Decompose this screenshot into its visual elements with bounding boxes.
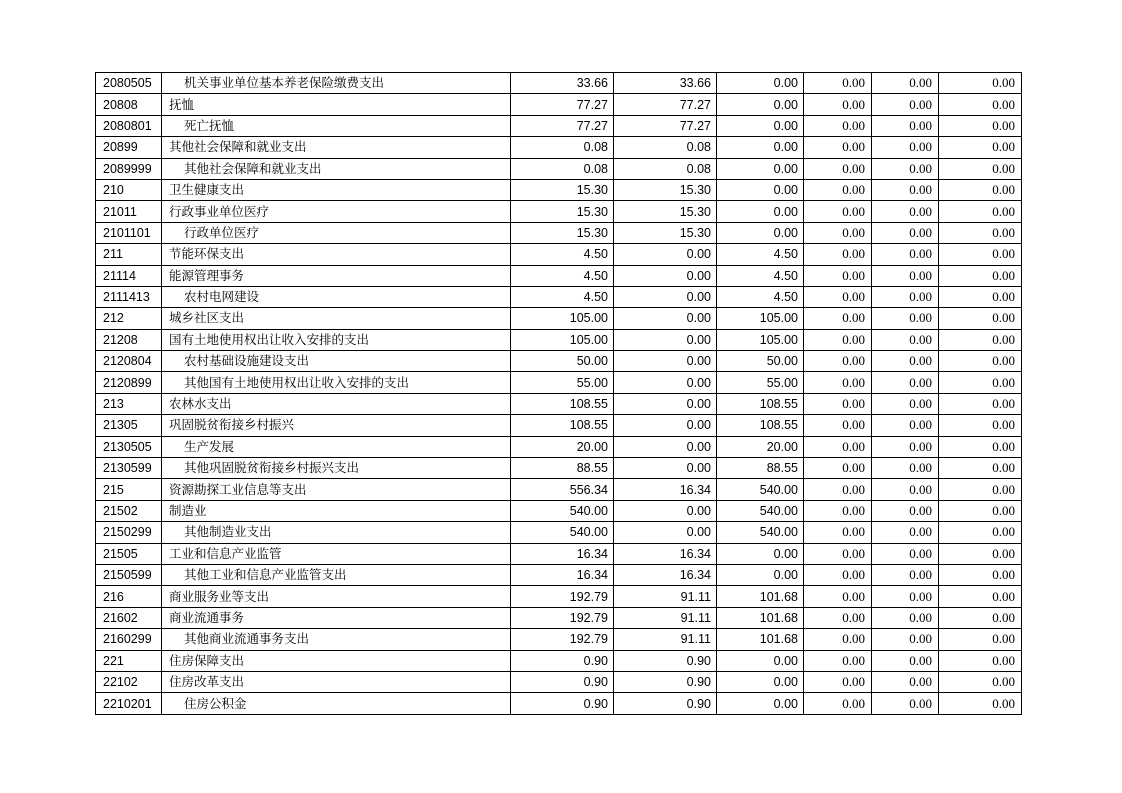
row-project-amount: 50.00 [717, 351, 804, 372]
row-code: 215 [96, 479, 162, 500]
row-column-6-amount: 0.00 [804, 393, 872, 414]
row-column-7-amount: 0.00 [872, 522, 939, 543]
row-code: 2120899 [96, 372, 162, 393]
row-column-6-amount: 0.00 [804, 286, 872, 307]
row-item-name: 资源勘探工业信息等支出 [162, 479, 511, 500]
table-row [96, 479, 1022, 500]
row-item-name: 住房公积金 [162, 693, 511, 714]
row-basic-amount: 15.30 [614, 179, 717, 200]
row-item-name: 其他工业和信息产业监管支出 [162, 564, 511, 585]
row-total-amount: 88.55 [511, 458, 614, 479]
row-column-7-amount: 0.00 [872, 308, 939, 329]
row-total-amount: 556.34 [511, 479, 614, 500]
table-row [96, 351, 1022, 372]
table-row [96, 265, 1022, 286]
row-column-7-amount: 0.00 [872, 201, 939, 222]
row-column-6-amount: 0.00 [804, 586, 872, 607]
row-project-amount: 0.00 [717, 201, 804, 222]
row-column-6-amount: 0.00 [804, 179, 872, 200]
row-column-8-amount: 0.00 [939, 479, 1022, 500]
row-item-name: 节能环保支出 [162, 244, 511, 265]
row-total-amount: 0.90 [511, 650, 614, 671]
row-code: 2160299 [96, 629, 162, 650]
row-item-name: 商业服务业等支出 [162, 586, 511, 607]
row-code: 20899 [96, 137, 162, 158]
table-row [96, 629, 1022, 650]
row-column-8-amount: 0.00 [939, 115, 1022, 136]
row-column-8-amount: 0.00 [939, 671, 1022, 692]
row-total-amount: 50.00 [511, 351, 614, 372]
table-row [96, 137, 1022, 158]
row-project-amount: 4.50 [717, 265, 804, 286]
row-code: 212 [96, 308, 162, 329]
row-total-amount: 192.79 [511, 586, 614, 607]
row-column-8-amount: 0.00 [939, 244, 1022, 265]
row-column-7-amount: 0.00 [872, 458, 939, 479]
row-item-name: 其他巩固脱贫衔接乡村振兴支出 [162, 458, 511, 479]
table-row [96, 94, 1022, 115]
row-code: 2150299 [96, 522, 162, 543]
row-total-amount: 77.27 [511, 94, 614, 115]
row-basic-amount: 77.27 [614, 115, 717, 136]
row-basic-amount: 15.30 [614, 222, 717, 243]
table-row [96, 372, 1022, 393]
row-column-7-amount: 0.00 [872, 179, 939, 200]
row-project-amount: 0.00 [717, 671, 804, 692]
row-project-amount: 55.00 [717, 372, 804, 393]
row-item-name: 制造业 [162, 500, 511, 521]
row-total-amount: 0.08 [511, 158, 614, 179]
table-row [96, 73, 1022, 94]
row-column-6-amount: 0.00 [804, 543, 872, 564]
row-total-amount: 105.00 [511, 308, 614, 329]
row-code: 213 [96, 393, 162, 414]
row-code: 2101101 [96, 222, 162, 243]
row-column-6-amount: 0.00 [804, 372, 872, 393]
row-project-amount: 4.50 [717, 244, 804, 265]
row-item-name: 抚恤 [162, 94, 511, 115]
row-total-amount: 108.55 [511, 415, 614, 436]
table-row [96, 286, 1022, 307]
row-basic-amount: 91.11 [614, 629, 717, 650]
row-column-6-amount: 0.00 [804, 137, 872, 158]
row-project-amount: 0.00 [717, 179, 804, 200]
row-basic-amount: 0.08 [614, 137, 717, 158]
row-basic-amount: 0.00 [614, 351, 717, 372]
row-code: 21114 [96, 265, 162, 286]
row-column-8-amount: 0.00 [939, 607, 1022, 628]
row-column-6-amount: 0.00 [804, 458, 872, 479]
row-code: 2130599 [96, 458, 162, 479]
row-total-amount: 33.66 [511, 73, 614, 94]
row-code: 2210201 [96, 693, 162, 714]
row-column-6-amount: 0.00 [804, 115, 872, 136]
row-column-7-amount: 0.00 [872, 393, 939, 414]
row-column-7-amount: 0.00 [872, 329, 939, 350]
row-column-7-amount: 0.00 [872, 500, 939, 521]
row-project-amount: 101.68 [717, 586, 804, 607]
row-code: 210 [96, 179, 162, 200]
row-column-6-amount: 0.00 [804, 94, 872, 115]
row-total-amount: 4.50 [511, 265, 614, 286]
row-column-6-amount: 0.00 [804, 629, 872, 650]
row-item-name: 国有土地使用权出让收入安排的支出 [162, 329, 511, 350]
row-total-amount: 540.00 [511, 522, 614, 543]
row-column-8-amount: 0.00 [939, 500, 1022, 521]
table-row [96, 115, 1022, 136]
row-code: 211 [96, 244, 162, 265]
row-total-amount: 192.79 [511, 629, 614, 650]
row-column-6-amount: 0.00 [804, 564, 872, 585]
row-code: 21305 [96, 415, 162, 436]
budget-table [95, 72, 1022, 715]
row-code: 22102 [96, 671, 162, 692]
row-column-8-amount: 0.00 [939, 308, 1022, 329]
row-column-7-amount: 0.00 [872, 479, 939, 500]
row-basic-amount: 0.90 [614, 650, 717, 671]
row-total-amount: 0.90 [511, 671, 614, 692]
table-row [96, 671, 1022, 692]
row-basic-amount: 0.90 [614, 693, 717, 714]
row-basic-amount: 91.11 [614, 586, 717, 607]
row-item-name: 其他社会保障和就业支出 [162, 137, 511, 158]
row-project-amount: 108.55 [717, 415, 804, 436]
row-column-7-amount: 0.00 [872, 671, 939, 692]
row-item-name: 死亡抚恤 [162, 115, 511, 136]
row-code: 21502 [96, 500, 162, 521]
row-project-amount: 20.00 [717, 436, 804, 457]
row-total-amount: 15.30 [511, 201, 614, 222]
row-column-7-amount: 0.00 [872, 564, 939, 585]
row-item-name: 其他国有土地使用权出让收入安排的支出 [162, 372, 511, 393]
row-total-amount: 55.00 [511, 372, 614, 393]
row-project-amount: 0.00 [717, 543, 804, 564]
row-column-6-amount: 0.00 [804, 671, 872, 692]
row-total-amount: 16.34 [511, 564, 614, 585]
row-column-6-amount: 0.00 [804, 415, 872, 436]
row-total-amount: 540.00 [511, 500, 614, 521]
row-code: 221 [96, 650, 162, 671]
row-basic-amount: 0.00 [614, 329, 717, 350]
row-column-6-amount: 0.00 [804, 436, 872, 457]
row-column-8-amount: 0.00 [939, 586, 1022, 607]
row-column-6-amount: 0.00 [804, 650, 872, 671]
row-code: 20808 [96, 94, 162, 115]
table-row [96, 244, 1022, 265]
row-project-amount: 88.55 [717, 458, 804, 479]
table-row [96, 564, 1022, 585]
row-column-7-amount: 0.00 [872, 543, 939, 564]
row-code: 2111413 [96, 286, 162, 307]
row-column-6-amount: 0.00 [804, 265, 872, 286]
table-row [96, 329, 1022, 350]
row-column-7-amount: 0.00 [872, 415, 939, 436]
table-row [96, 693, 1022, 714]
row-basic-amount: 0.00 [614, 372, 717, 393]
table-row [96, 415, 1022, 436]
row-column-8-amount: 0.00 [939, 137, 1022, 158]
row-basic-amount: 91.11 [614, 607, 717, 628]
row-item-name: 住房保障支出 [162, 650, 511, 671]
row-column-7-amount: 0.00 [872, 629, 939, 650]
row-basic-amount: 16.34 [614, 564, 717, 585]
table-row [96, 201, 1022, 222]
row-item-name: 农村基础设施建设支出 [162, 351, 511, 372]
row-column-8-amount: 0.00 [939, 543, 1022, 564]
row-basic-amount: 0.00 [614, 415, 717, 436]
row-code: 2150599 [96, 564, 162, 585]
row-code: 2080505 [96, 73, 162, 94]
row-project-amount: 540.00 [717, 479, 804, 500]
row-item-name: 农村电网建设 [162, 286, 511, 307]
row-column-6-amount: 0.00 [804, 479, 872, 500]
row-code: 2120804 [96, 351, 162, 372]
row-column-6-amount: 0.00 [804, 329, 872, 350]
row-column-7-amount: 0.00 [872, 436, 939, 457]
row-column-6-amount: 0.00 [804, 351, 872, 372]
row-item-name: 行政事业单位医疗 [162, 201, 511, 222]
row-column-8-amount: 0.00 [939, 393, 1022, 414]
row-code: 21505 [96, 543, 162, 564]
row-project-amount: 540.00 [717, 500, 804, 521]
row-project-amount: 0.00 [717, 158, 804, 179]
row-total-amount: 77.27 [511, 115, 614, 136]
row-column-8-amount: 0.00 [939, 458, 1022, 479]
row-project-amount: 540.00 [717, 522, 804, 543]
table-row [96, 650, 1022, 671]
table-row [96, 500, 1022, 521]
row-basic-amount: 0.00 [614, 458, 717, 479]
row-basic-amount: 0.00 [614, 393, 717, 414]
row-column-8-amount: 0.00 [939, 158, 1022, 179]
row-column-7-amount: 0.00 [872, 244, 939, 265]
row-column-8-amount: 0.00 [939, 650, 1022, 671]
row-column-6-amount: 0.00 [804, 693, 872, 714]
row-column-8-amount: 0.00 [939, 522, 1022, 543]
row-column-7-amount: 0.00 [872, 137, 939, 158]
row-column-7-amount: 0.00 [872, 73, 939, 94]
row-item-name: 城乡社区支出 [162, 308, 511, 329]
row-item-name: 农林水支出 [162, 393, 511, 414]
row-column-8-amount: 0.00 [939, 629, 1022, 650]
row-total-amount: 15.30 [511, 222, 614, 243]
row-basic-amount: 0.00 [614, 308, 717, 329]
row-column-7-amount: 0.00 [872, 650, 939, 671]
table-row [96, 607, 1022, 628]
row-item-name: 工业和信息产业监管 [162, 543, 511, 564]
row-column-8-amount: 0.00 [939, 94, 1022, 115]
row-column-8-amount: 0.00 [939, 372, 1022, 393]
row-column-8-amount: 0.00 [939, 693, 1022, 714]
row-item-name: 行政单位医疗 [162, 222, 511, 243]
row-project-amount: 101.68 [717, 607, 804, 628]
row-column-8-amount: 0.00 [939, 564, 1022, 585]
row-item-name: 其他商业流通事务支出 [162, 629, 511, 650]
table-row [96, 522, 1022, 543]
row-item-name: 卫生健康支出 [162, 179, 511, 200]
row-item-name: 住房改革支出 [162, 671, 511, 692]
row-project-amount: 0.00 [717, 115, 804, 136]
row-item-name: 其他制造业支出 [162, 522, 511, 543]
row-basic-amount: 0.00 [614, 265, 717, 286]
row-basic-amount: 15.30 [614, 201, 717, 222]
row-project-amount: 101.68 [717, 629, 804, 650]
row-column-7-amount: 0.00 [872, 607, 939, 628]
row-column-8-amount: 0.00 [939, 286, 1022, 307]
row-basic-amount: 33.66 [614, 73, 717, 94]
row-total-amount: 192.79 [511, 607, 614, 628]
row-total-amount: 20.00 [511, 436, 614, 457]
row-basic-amount: 0.00 [614, 522, 717, 543]
row-basic-amount: 0.08 [614, 158, 717, 179]
row-code: 21208 [96, 329, 162, 350]
row-total-amount: 108.55 [511, 393, 614, 414]
table-row [96, 393, 1022, 414]
row-column-6-amount: 0.00 [804, 500, 872, 521]
row-code: 2080801 [96, 115, 162, 136]
row-item-name: 生产发展 [162, 436, 511, 457]
row-column-6-amount: 0.00 [804, 222, 872, 243]
row-total-amount: 0.08 [511, 137, 614, 158]
row-column-7-amount: 0.00 [872, 351, 939, 372]
row-code: 21011 [96, 201, 162, 222]
table-row [96, 458, 1022, 479]
table-row [96, 543, 1022, 564]
row-code: 216 [96, 586, 162, 607]
table-row [96, 308, 1022, 329]
row-column-6-amount: 0.00 [804, 73, 872, 94]
row-column-7-amount: 0.00 [872, 158, 939, 179]
row-total-amount: 4.50 [511, 244, 614, 265]
row-code: 2130505 [96, 436, 162, 457]
row-code: 2089999 [96, 158, 162, 179]
row-item-name: 商业流通事务 [162, 607, 511, 628]
row-column-8-amount: 0.00 [939, 201, 1022, 222]
row-column-8-amount: 0.00 [939, 329, 1022, 350]
row-column-8-amount: 0.00 [939, 415, 1022, 436]
row-item-name: 其他社会保障和就业支出 [162, 158, 511, 179]
row-column-7-amount: 0.00 [872, 115, 939, 136]
row-column-7-amount: 0.00 [872, 372, 939, 393]
table-row [96, 436, 1022, 457]
row-project-amount: 0.00 [717, 650, 804, 671]
row-project-amount: 4.50 [717, 286, 804, 307]
row-code: 21602 [96, 607, 162, 628]
row-basic-amount: 0.90 [614, 671, 717, 692]
row-column-8-amount: 0.00 [939, 179, 1022, 200]
row-project-amount: 105.00 [717, 329, 804, 350]
row-basic-amount: 0.00 [614, 500, 717, 521]
row-project-amount: 0.00 [717, 564, 804, 585]
row-total-amount: 16.34 [511, 543, 614, 564]
row-project-amount: 0.00 [717, 73, 804, 94]
row-column-6-amount: 0.00 [804, 201, 872, 222]
row-item-name: 机关事业单位基本养老保险缴费支出 [162, 73, 511, 94]
table-row [96, 179, 1022, 200]
row-total-amount: 105.00 [511, 329, 614, 350]
row-column-6-amount: 0.00 [804, 522, 872, 543]
row-basic-amount: 77.27 [614, 94, 717, 115]
table-row [96, 222, 1022, 243]
row-project-amount: 108.55 [717, 393, 804, 414]
row-column-7-amount: 0.00 [872, 94, 939, 115]
row-project-amount: 0.00 [717, 137, 804, 158]
row-project-amount: 105.00 [717, 308, 804, 329]
row-total-amount: 15.30 [511, 179, 614, 200]
row-total-amount: 0.90 [511, 693, 614, 714]
row-column-6-amount: 0.00 [804, 244, 872, 265]
row-column-8-amount: 0.00 [939, 73, 1022, 94]
row-column-8-amount: 0.00 [939, 265, 1022, 286]
row-basic-amount: 16.34 [614, 479, 717, 500]
row-project-amount: 0.00 [717, 94, 804, 115]
budget-table-body [96, 73, 1022, 715]
row-column-7-amount: 0.00 [872, 693, 939, 714]
row-column-8-amount: 0.00 [939, 436, 1022, 457]
row-basic-amount: 0.00 [614, 436, 717, 457]
row-column-6-amount: 0.00 [804, 158, 872, 179]
row-column-6-amount: 0.00 [804, 607, 872, 628]
table-row [96, 158, 1022, 179]
row-total-amount: 4.50 [511, 286, 614, 307]
row-column-6-amount: 0.00 [804, 308, 872, 329]
row-basic-amount: 16.34 [614, 543, 717, 564]
row-column-8-amount: 0.00 [939, 222, 1022, 243]
row-item-name: 巩固脱贫衔接乡村振兴 [162, 415, 511, 436]
row-column-8-amount: 0.00 [939, 351, 1022, 372]
row-item-name: 能源管理事务 [162, 265, 511, 286]
row-column-7-amount: 0.00 [872, 265, 939, 286]
row-column-7-amount: 0.00 [872, 586, 939, 607]
row-basic-amount: 0.00 [614, 286, 717, 307]
row-column-7-amount: 0.00 [872, 222, 939, 243]
row-project-amount: 0.00 [717, 222, 804, 243]
table-row [96, 586, 1022, 607]
row-basic-amount: 0.00 [614, 244, 717, 265]
row-column-7-amount: 0.00 [872, 286, 939, 307]
row-project-amount: 0.00 [717, 693, 804, 714]
